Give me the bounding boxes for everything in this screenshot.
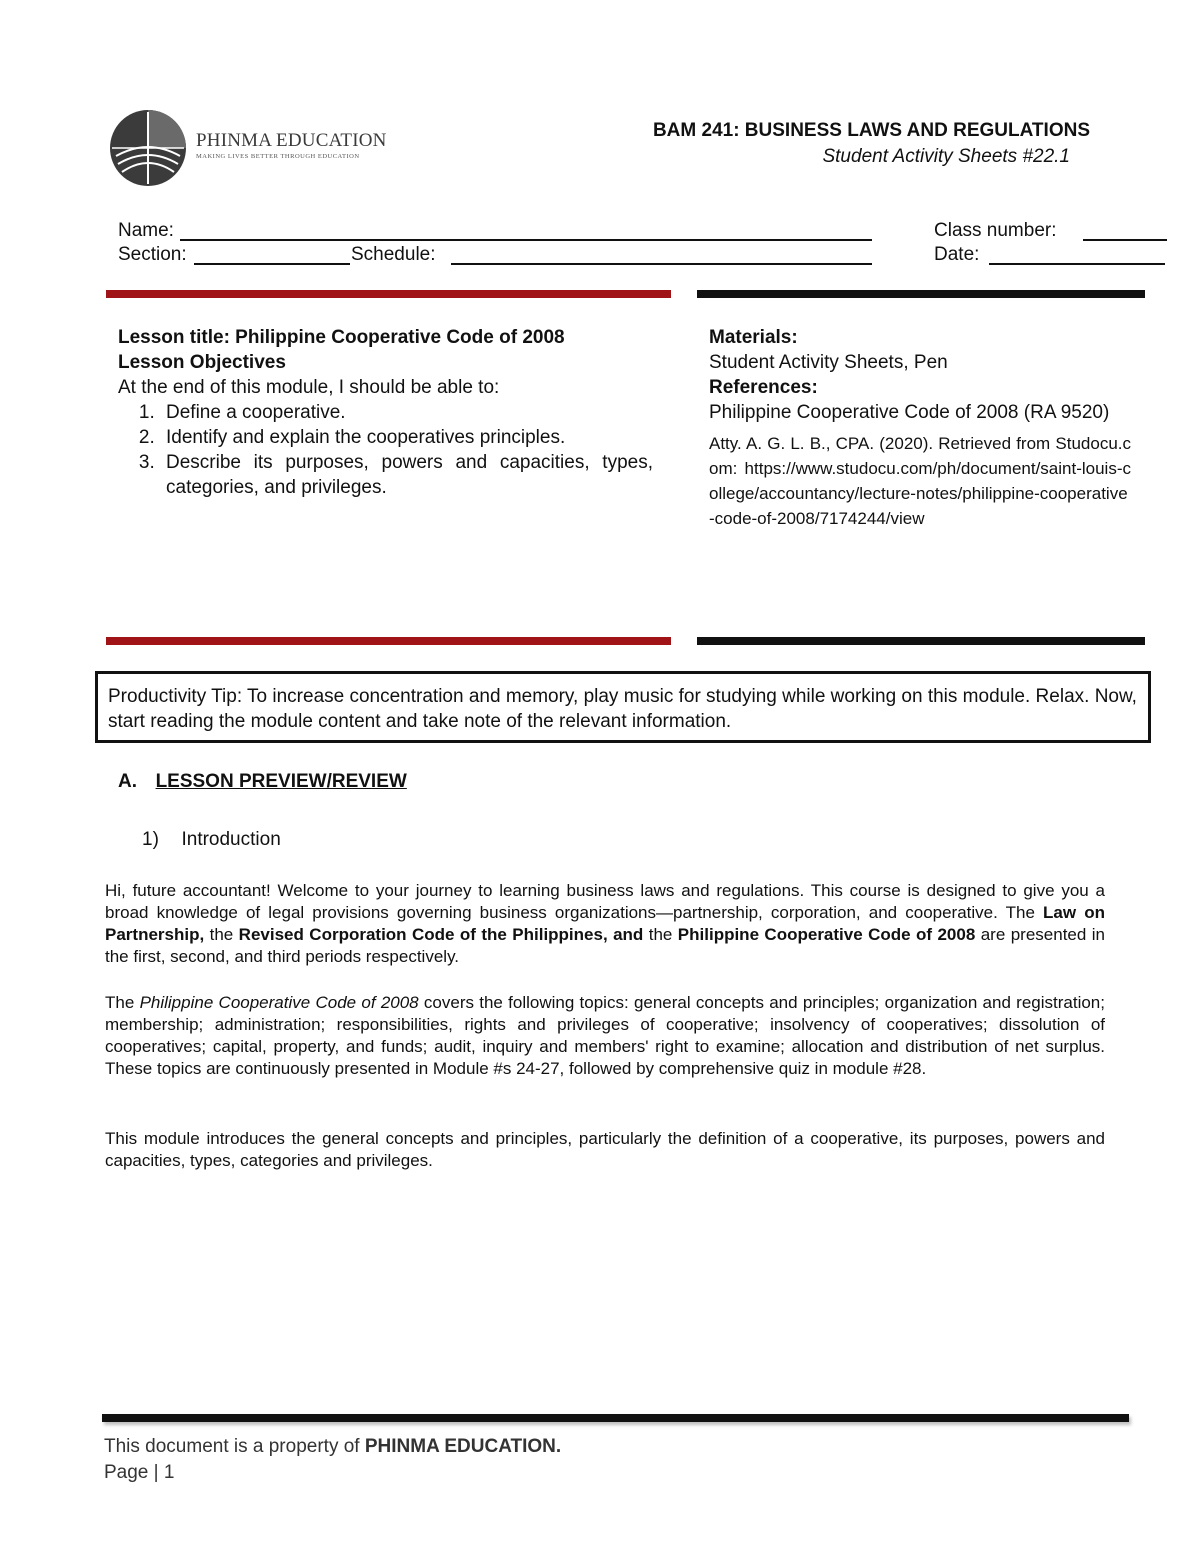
date-field[interactable] — [989, 263, 1165, 265]
red-divider-bottom — [106, 637, 671, 645]
footer-owner: PHINMA EDUCATION. — [364, 1436, 562, 1457]
materials-info — [709, 325, 1131, 531]
p1-bold-corporation: Revised Corporation Code of the Philippines, and — [238, 925, 644, 944]
intro-paragraph-1 — [105, 880, 1105, 968]
page-number: Page | 1 — [104, 1462, 175, 1483]
phinma-emblem-icon — [108, 108, 188, 188]
footer-ownership — [104, 1436, 561, 1458]
section-title: LESSON PREVIEW/REVIEW — [155, 771, 407, 792]
class-number-field[interactable] — [1083, 239, 1167, 241]
p1-text: Hi, future accountant! Welcome to your journey to learning business laws and regulations. This course is designed to give you a broad knowledge of legal provisions governing business organizations—partnership, corporation, and cooperative. The — [105, 881, 1105, 922]
subsection-number: 1) — [142, 829, 159, 850]
section-a-heading — [118, 771, 407, 793]
section-field[interactable] — [194, 263, 350, 265]
references-heading: References: — [709, 377, 818, 398]
class-number-label: Class number: — [934, 220, 1057, 241]
lesson-info — [118, 325, 653, 500]
productivity-tip-box: Productivity Tip: To increase concentration and memory, play music for studying while working on this module. Relax. Now, start reading the module content and take note of the relevant information. — [95, 671, 1151, 743]
section-label: Section: — [118, 244, 187, 265]
footer-divider — [102, 1414, 1129, 1422]
name-label: Name: — [118, 220, 174, 241]
logo-name: PHINMA EDUCATION — [196, 130, 387, 151]
name-field[interactable] — [180, 239, 872, 241]
red-divider-top — [106, 290, 671, 298]
intro-paragraph-3: This module introduces the general concepts and principles, particularly the definition of a cooperative, its purposes, powers and capacities, types, categories and privileges. — [105, 1129, 1105, 1170]
p1-text: the — [204, 925, 239, 944]
subsection-title: Introduction — [181, 829, 281, 850]
reference-2: Atty. A. G. L. B., CPA. (2020). Retrieved from Studocu.com: https://www.studocu.com/ph/document/saint-louis-college/accountancy/lecture-notes/philippine-cooperative-code-of-2008/7174244/view — [709, 434, 1131, 528]
p2-italic-code: Philippine Cooperative Code of 2008 — [139, 993, 419, 1012]
black-divider-top — [697, 290, 1145, 298]
objectives-heading: Lesson Objectives — [118, 352, 286, 373]
reference-1: Philippine Cooperative Code of 2008 (RA 9520) — [709, 402, 1110, 423]
materials-heading: Materials: — [709, 327, 798, 348]
black-divider-bottom — [697, 637, 1145, 645]
objectives-intro: At the end of this module, I should be able to: — [118, 377, 500, 398]
p2-text: covers the following topics: general concepts and principles; organization and registration; membership; administration; responsibilities, rights and privileges of cooperative; insolvency of cooperatives; dissolution of cooperatives; capital, property, and funds; audit, inquiry and members' right to examine; allocation and distribution of net surplus. These topics are continuously presented in Module #s 24-27, followed by comprehensive quiz in module #28. — [105, 993, 1105, 1078]
p1-text: are presented in the first, second, and third periods respectively. — [105, 925, 1105, 966]
intro-paragraph-2 — [105, 992, 1105, 1080]
objective-item: 1. Define a cooperative. — [160, 400, 653, 425]
schedule-label: Schedule: — [351, 244, 436, 265]
schedule-field[interactable] — [451, 263, 872, 265]
p1-bold-cooperative: Philippine Cooperative Code of 2008 — [677, 925, 976, 944]
p1-bold-partnership: Law on Partnership, — [105, 903, 1105, 944]
objectives-list — [118, 400, 653, 500]
course-title: BAM 241: BUSINESS LAWS AND REGULATIONS — [652, 120, 1090, 141]
objective-item: 3. Describe its purposes, powers and capacities, types, categories, and privileges. — [160, 450, 653, 500]
footer-prefix: This document is a property of — [104, 1436, 365, 1457]
p2-text: The — [105, 993, 140, 1012]
section-letter: A. — [118, 771, 137, 792]
course-subtitle: Student Activity Sheets #22.1 — [822, 146, 1070, 167]
materials-value: Student Activity Sheets, Pen — [709, 352, 948, 373]
introduction-heading — [142, 829, 281, 851]
lesson-title: Lesson title: Philippine Cooperative Code of 2008 — [118, 327, 565, 348]
date-label: Date: — [934, 244, 980, 265]
p1-text: the — [643, 925, 678, 944]
objective-item: 2. Identify and explain the cooperatives principles. — [160, 425, 653, 450]
logo-tagline: MAKING LIVES BETTER THROUGH EDUCATION — [196, 153, 360, 160]
